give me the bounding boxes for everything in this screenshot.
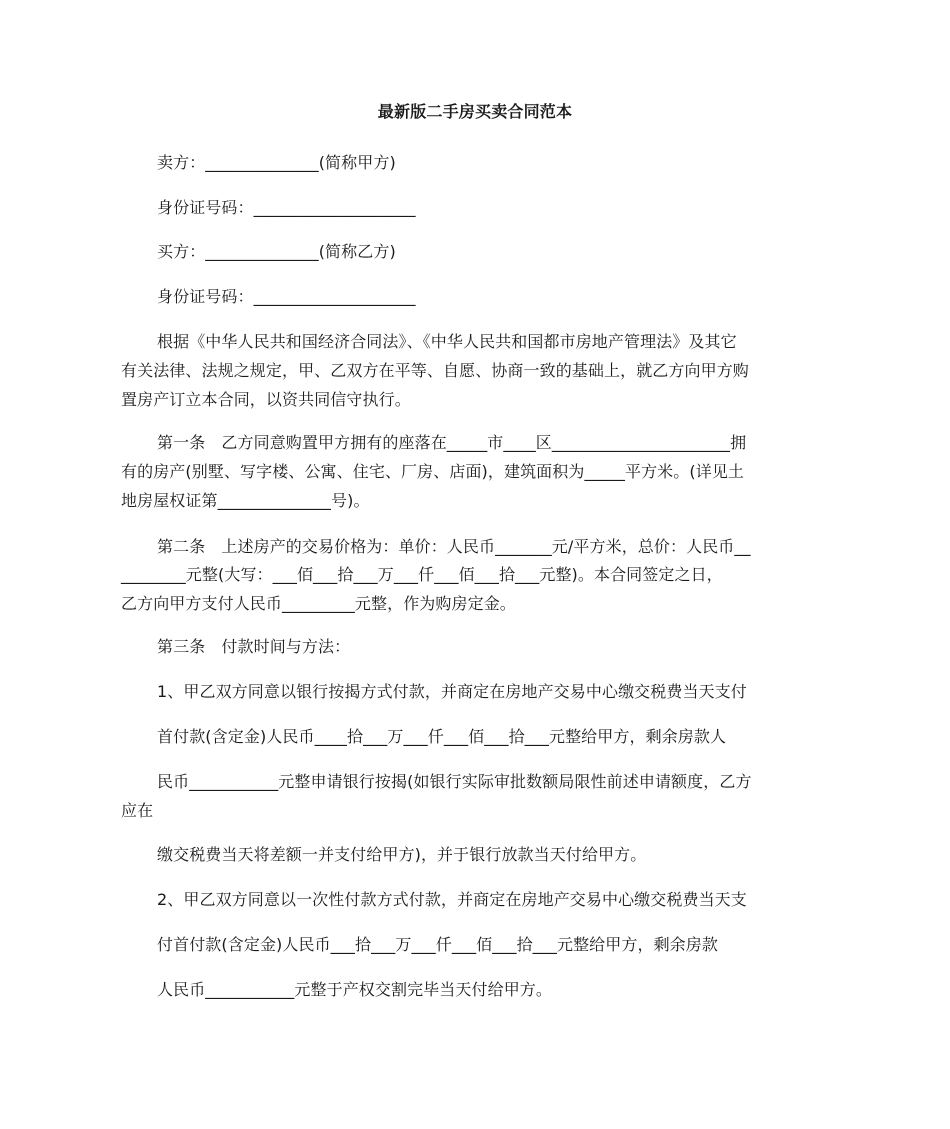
document-title: 最新版二手房买卖合同范本 <box>377 102 573 121</box>
article-3-heading: 第三条 付款时间与方法： <box>157 637 351 656</box>
preamble-line-2: 有关法律、法规之规定，甲、乙双方在平等、自愿、协商一致的基础上，就乙方向甲方购 <box>121 361 749 380</box>
method-1-line-5: 缴交税费当天将差额一并支付给甲方)，并于银行放款当天付给甲方。 <box>157 845 647 864</box>
article-2-line-1: 第二条 上述房产的交易价格为：单价：人民币_______元/平方米，总价：人民币__ <box>157 537 751 556</box>
article-1-line-2: 有的房产(别墅、写字楼、公寓、住宅、厂房、店面)，建筑面积为_____平方米。(详见土 <box>121 462 745 481</box>
seller-id-line: 身份证号码：____________________ <box>157 198 416 217</box>
buyer-line: 买方：______________(简称乙方) <box>157 242 396 261</box>
article-2-line-2: ________元整(大写：___佰___拾___万___仟___佰___拾___元整)。本合同签定之日， <box>121 565 723 584</box>
method-2-line-1: 2、甲乙双方同意以一次性付款方式付款，并商定在房地产交易中心缴交税费当天支 <box>157 890 747 909</box>
buyer-id-line: 身份证号码：____________________ <box>157 287 416 306</box>
method-1-line-3: 民币___________元整申请银行按揭(如银行实际审批数额局限性前述申请额度，乙方 <box>157 772 752 791</box>
article-2-line-3: 乙方向甲方支付人民币_________元整，作为购房定金。 <box>121 594 516 613</box>
method-2-line-3: 人民币___________元整于产权交割完毕当天付给甲方。 <box>157 980 553 999</box>
seller-line: 卖方：______________(简称甲方) <box>157 153 396 172</box>
preamble-line-1: 根据《中华人民共和国经济合同法》、《中华人民共和国都市房地产管理法》及其它 <box>157 332 737 351</box>
method-2-line-2: 付首付款(含定金)人民币___拾___万___仟___佰___拾___元整给甲方，剩余房款 <box>157 935 718 954</box>
preamble-line-3: 置房产订立本合同，以资共同信守执行。 <box>121 390 411 409</box>
method-1-line-1: 1、甲乙双方同意以银行按揭方式付款，并商定在房地产交易中心缴交税费当天支付 <box>157 682 747 701</box>
method-1-line-4: 应在 <box>121 801 154 820</box>
article-1-line-1: 第一条 乙方同意购置甲方拥有的座落在_____市____区______________________拥 <box>157 433 747 452</box>
article-1-line-3: 地房屋权证第______________号)。 <box>121 491 370 510</box>
method-1-line-2: 首付款(含定金)人民币____拾___万___仟___佰___拾___元整给甲方，剩余房款人 <box>157 727 727 746</box>
